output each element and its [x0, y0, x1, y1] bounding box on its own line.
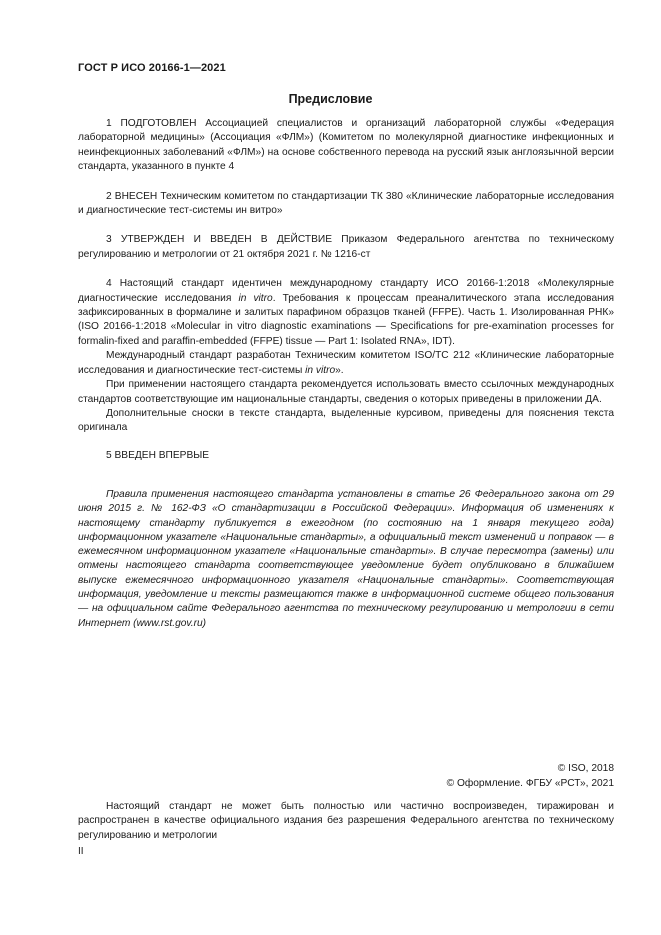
item-5-first-introduced: 5 ВВЕДЕН ВПЕРВЫЕ — [106, 449, 210, 461]
item-4-committee-a: Международный стандарт разработан Техническим комитетом ISO/TC 212 «Клинические лабораторные исследования и диагностические тест-системы — [78, 350, 614, 376]
copyright-rst: © Оформление. ФГБУ «РСТ», 2021 — [446, 778, 614, 789]
application-notice-text: Правила применения настоящего стандарта установлены в статье 26 Федерального закона от 29 июня 2015 г. № 162-ФЗ «О стандартизации в Российской Федерации». Информация об изменениях к настоящему стандарту публикуется в ежегодном (по состоянию на 1 января текущего года) информационном указателе «Национальные стандарты», а официальный текст изменений и поправок — в ежемесячном информационном указателе «Национальные стандарты». В случае пересмотра (замены) или отмены настоящего стандарта соответствующее уведомление будет опубликовано в ближайшем выпуске ежемесячного информационного указателя «Национальные стандарты». Соответствующая информация, уведомление и тексты размещаются также в информационной системе общего пользования — на официальном сайте Федерального агентства по техническому регулированию и метрологии в сети Интернет (www.rst.gov.ru) — [78, 489, 614, 629]
legal-notice — [78, 800, 614, 843]
item-4-text-a: 4 Настоящий стандарт идентичен международному стандарту ИСО 20166-1:2018 «Молекулярные диагностические исследования — [78, 278, 614, 304]
item-4-committee — [78, 349, 614, 378]
item-4-recommendation: При применении настоящего стандарта рекомендуется использовать вместо ссылочных международных стандартов соответствующие им национальные стандарты, сведения о которых приведены в приложении ДА. — [78, 379, 614, 405]
foreword-body — [78, 117, 614, 463]
item-1-prepared: 1 ПОДГОТОВЛЕН Ассоциацией специалистов и организаций лабораторной службы «Федерация лабораторной медицины» (Ассоциация «ФЛМ») (Комитетом по молекулярной диагностике инфекционных и неинфекционных заболеваний «ФЛМ») на основе собственного перевода на русский язык англоязычной версии стандарта, указанного в пункте 4 — [78, 118, 614, 173]
item-4-italic: in vitro — [238, 292, 273, 304]
item-3-approved: 3 УТВЕРЖДЕН И ВВЕДЕН В ДЕЙСТВИЕ Приказом Федерального агентства по техническому регулированию и метрологии от 21 октября 2021 г. № 1216-ст — [78, 234, 614, 260]
copyright-iso: © ISO, 2018 — [557, 763, 614, 774]
item-4-footnotes: Дополнительные сноски в тексте стандарта, выделенные курсивом, приведены для пояснения текста оригинала — [78, 407, 614, 434]
item-2-introduced: 2 ВНЕСЕН Техническим комитетом по стандартизации ТК 380 «Клинические лабораторные исследования и диагностические тест-системы ин витро» — [78, 190, 614, 217]
item-4-committee-italic: in vitro — [305, 364, 336, 376]
legal-notice-text: Настоящий стандарт не может быть полностью или частично воспроизведен, тиражирован и распространен в качестве официального издания без разрешения Федерального агентства по техническому регулированию и метрологии — [78, 801, 614, 841]
standard-code-header: ГОСТ Р ИСО 20166-1—2021 — [78, 62, 226, 74]
copyright-block — [447, 761, 614, 791]
application-notice — [78, 488, 614, 631]
page-title: Предисловие — [288, 92, 373, 106]
item-4-identical — [78, 277, 614, 349]
item-4-committee-b: ». — [335, 364, 344, 376]
page-number: II — [78, 846, 84, 857]
item-4-text-b: . Требования к процессам преаналитического этапа исследования зафиксированных в формалине и залитых парафином образцов тканей (FFPE). Часть 1. Изолированная РНК» (ISO 20166-1:2018 «Molecular in vitro diagnostic examinations — Specifications for pre-examination processes for formalin-fixed and paraffin-embedded (FFPE) tissue — Part 1: Isolated RNA», IDT). — [78, 292, 614, 347]
